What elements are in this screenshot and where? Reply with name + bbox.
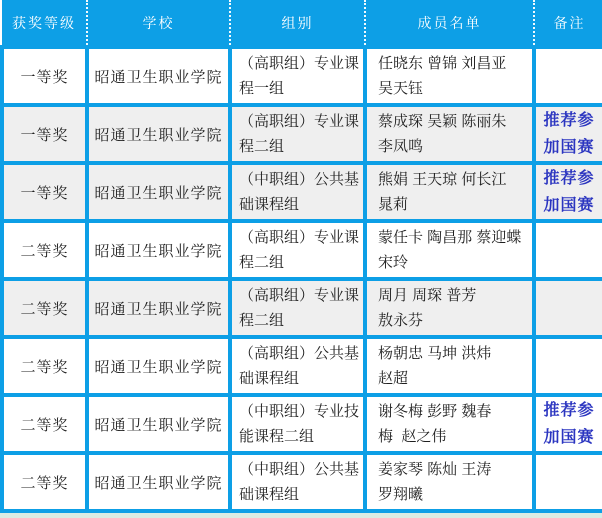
members-cell [365, 337, 534, 395]
table-row [2, 47, 602, 105]
group-line: 础课程组 [239, 370, 300, 387]
members-line: 罗翔曦 [378, 486, 424, 503]
members-line: 杨朝忠 马坤 洪炜 [378, 345, 492, 362]
column-header-group: 组别 [230, 0, 365, 47]
award-level-cell: 二等奖 [2, 221, 87, 279]
group-line: 程一组 [239, 80, 285, 97]
remark-line: 加国赛 [543, 429, 595, 446]
remark-line: 推荐参 [543, 402, 595, 419]
school-cell: 昭通卫生职业学院 [87, 279, 230, 337]
members-line: 蔡成琛 吴颖 陈丽朱 [378, 113, 507, 130]
group-cell [230, 279, 365, 337]
members-line: 姜家琴 陈灿 王涛 [378, 461, 492, 478]
award-level-cell: 一等奖 [2, 105, 87, 163]
group-line: 础课程组 [239, 486, 300, 503]
remark-cell [534, 221, 602, 279]
group-line: （高职组）专业课 [239, 55, 360, 72]
members-line: 任晓东 曾锦 刘昌亚 [378, 55, 507, 72]
members-cell [365, 279, 534, 337]
school-cell: 昭通卫生职业学院 [87, 221, 230, 279]
column-header-remark: 备注 [534, 0, 602, 47]
table-row [2, 221, 602, 279]
remark-cell [534, 105, 602, 163]
members-cell [365, 453, 534, 511]
table-row [2, 337, 602, 395]
school-cell: 昭通卫生职业学院 [87, 105, 230, 163]
group-line: （高职组）专业课 [239, 113, 360, 130]
group-line: 程二组 [239, 312, 285, 329]
members-line: 谢冬梅 彭野 魏春 [378, 403, 492, 420]
members-line: 周月 周琛 普芳 [378, 287, 477, 304]
group-cell [230, 47, 365, 105]
table-row [2, 279, 602, 337]
remark-cell [534, 163, 602, 221]
remark-cell [534, 47, 602, 105]
members-cell [365, 163, 534, 221]
school-cell: 昭通卫生职业学院 [87, 163, 230, 221]
group-cell [230, 163, 365, 221]
group-cell [230, 105, 365, 163]
members-line: 赵超 [378, 370, 409, 387]
award-level-cell: 一等奖 [2, 163, 87, 221]
group-line: （中职组）专业技 [239, 403, 360, 420]
group-line: （高职组）专业课 [239, 229, 360, 246]
header-row [2, 0, 602, 47]
remark-cell [534, 279, 602, 337]
group-line: 能课程二组 [239, 428, 315, 445]
members-line: 敖永芬 [378, 312, 424, 329]
remark-cell [534, 453, 602, 511]
group-cell [230, 453, 365, 511]
members-cell [365, 395, 534, 453]
column-header-members: 成员名单 [365, 0, 534, 47]
table-row [2, 453, 602, 511]
school-cell: 昭通卫生职业学院 [87, 453, 230, 511]
group-line: （高职组）专业课 [239, 287, 360, 304]
members-line: 李凤鸣 [378, 138, 424, 155]
award-level-cell: 二等奖 [2, 337, 87, 395]
members-line: 梅 赵之伟 [378, 428, 447, 445]
table-row [2, 395, 602, 453]
award-level-cell: 二等奖 [2, 453, 87, 511]
group-line: 程二组 [239, 254, 285, 271]
award-level-cell: 二等奖 [2, 279, 87, 337]
award-level-cell: 一等奖 [2, 47, 87, 105]
column-header-school: 学校 [87, 0, 230, 47]
school-cell: 昭通卫生职业学院 [87, 395, 230, 453]
table-row [2, 105, 602, 163]
group-line: 础课程组 [239, 196, 300, 213]
column-header-award-level: 获奖等级 [2, 0, 87, 47]
members-cell [365, 47, 534, 105]
group-line: （中职组）公共基 [239, 461, 360, 478]
remark-line: 加国赛 [543, 139, 595, 156]
members-line: 晁莉 [378, 196, 409, 213]
members-cell [365, 105, 534, 163]
award-level-cell: 二等奖 [2, 395, 87, 453]
remark-cell [534, 395, 602, 453]
remark-cell [534, 337, 602, 395]
members-line: 宋玲 [378, 254, 409, 271]
group-line: （高职组）公共基 [239, 345, 360, 362]
members-cell [365, 221, 534, 279]
group-cell [230, 221, 365, 279]
remark-line: 推荐参 [543, 112, 595, 129]
group-line: （中职组）公共基 [239, 171, 360, 188]
group-cell [230, 337, 365, 395]
remark-line: 推荐参 [543, 170, 595, 187]
school-cell: 昭通卫生职业学院 [87, 337, 230, 395]
table-row [2, 163, 602, 221]
school-cell: 昭通卫生职业学院 [87, 47, 230, 105]
members-line: 蒙任卡 陶昌那 蔡迎蝶 [378, 229, 522, 246]
bottom-edge-strip [0, 513, 602, 518]
members-line: 吴天钰 [378, 80, 424, 97]
remark-line: 加国赛 [543, 197, 595, 214]
group-line: 程二组 [239, 138, 285, 155]
group-cell [230, 395, 365, 453]
members-line: 熊娟 王天琼 何长江 [378, 171, 507, 188]
